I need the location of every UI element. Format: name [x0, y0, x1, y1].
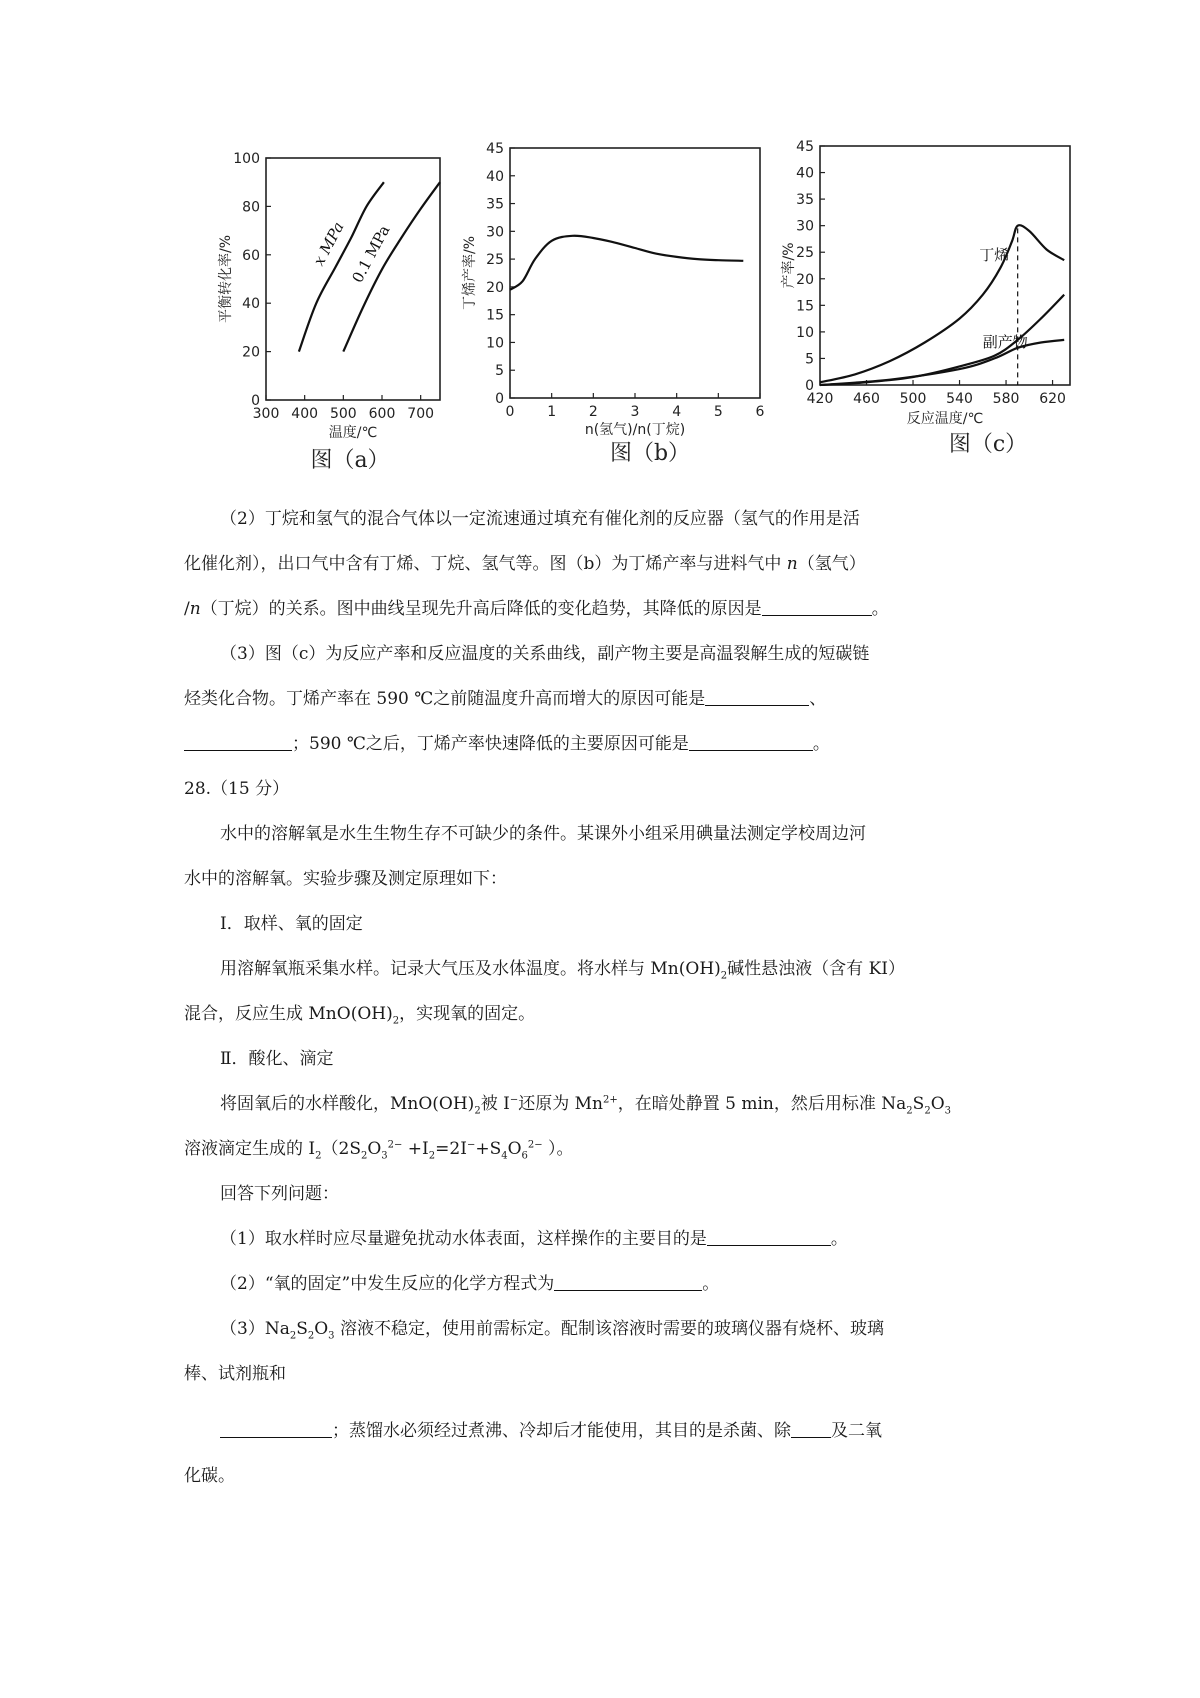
text-span: O [507, 1139, 522, 1159]
subscript: 3 [328, 1330, 335, 1342]
x-tick-label: 540 [946, 391, 973, 407]
figure-caption: 图（a） [310, 448, 390, 473]
x-axis-label: n(氢气)/n(丁烷) [584, 422, 686, 438]
y-tick-label: 30 [486, 224, 504, 241]
chart-b [461, 141, 765, 466]
superscript: 2− [527, 1139, 543, 1151]
y-tick-label: 80 [242, 199, 260, 216]
x-tick-label: 1 [547, 404, 557, 420]
text-span: 回答下列问题： [220, 1184, 339, 1204]
y-axis-label: 丁烯产率/% [462, 235, 478, 311]
x-axis-label: 温度/℃ [328, 425, 378, 441]
series-line [510, 236, 743, 290]
italic-n: n [786, 554, 798, 574]
text-span: 混合，反应生成 MnO(OH) [184, 1004, 393, 1024]
answer-blank[interactable] [705, 687, 809, 706]
y-tick-label: 0 [251, 393, 260, 409]
subscript: 2 [289, 1330, 297, 1342]
x-tick-label: 3 [630, 404, 640, 420]
answer-blank[interactable] [689, 732, 813, 751]
x-tick-label: 4 [672, 404, 682, 420]
para-3-line-3 [184, 722, 1032, 767]
y-tick-label: 60 [242, 247, 260, 264]
x-tick-label: 2 [588, 404, 598, 420]
subscript: 4 [501, 1150, 508, 1162]
x-tick-label: 400 [291, 406, 319, 422]
text-span: 及二氧 [831, 1421, 882, 1441]
y-tick-label: 20 [796, 271, 814, 288]
subscript: 2 [307, 1330, 315, 1342]
text-span: 溶液不稳定，使用前需标定。配制该溶液时需要的玻璃仪器有烧杯、玻璃 [334, 1319, 884, 1339]
y-tick-label: 100 [233, 151, 260, 167]
para-3-line-1 [184, 632, 1032, 677]
text-span: =2I [435, 1139, 467, 1159]
text-span: +S [475, 1139, 502, 1159]
text-span: 。 [812, 734, 830, 754]
text-span: 烃类化合物。丁烯产率在 590 ℃之前随温度升高而增大的原因可能是 [184, 689, 706, 709]
text-span: 被 I [480, 1094, 510, 1114]
y-tick-label: 5 [495, 363, 504, 380]
chart-a [218, 151, 440, 473]
text-span: / [184, 599, 190, 619]
y-tick-label: 25 [486, 252, 504, 269]
text-span: 化碳。 [184, 1466, 235, 1486]
subscript: 2 [906, 1105, 913, 1117]
subscript: 2 [428, 1150, 436, 1162]
y-tick-label: 40 [242, 296, 260, 313]
y-tick-label: 10 [486, 335, 504, 352]
answer-intro [184, 1172, 1032, 1217]
y-tick-label: 35 [486, 196, 504, 213]
step-2-heading [184, 1037, 1032, 1082]
text-span: 将固氧后的水样酸化，MnO(OH) [220, 1094, 475, 1114]
answer-3-line-2 [184, 1352, 1032, 1397]
y-tick-label: 40 [796, 165, 814, 182]
x-tick-label: 6 [755, 404, 765, 420]
x-tick-label: 600 [368, 406, 396, 422]
y-tick-label: 10 [796, 324, 814, 341]
answer-2 [184, 1262, 1032, 1307]
text-span: 、 [809, 689, 827, 709]
superscript: 2− [387, 1139, 403, 1151]
y-tick-label: 35 [796, 192, 814, 209]
text-span: 化催化剂），出口气中含有丁烯、丁烷、氢气等。图（b）为丁烯产率与进料气中 [184, 554, 782, 574]
subscript: 2 [474, 1105, 481, 1117]
y-tick-label: 15 [796, 298, 814, 315]
x-tick-label: 460 [853, 391, 880, 407]
answer-3-line-4 [184, 1454, 1032, 1499]
text-span: 。 [702, 1274, 720, 1294]
text-span: 28.（15 分） [184, 779, 290, 799]
x-tick-label: 620 [1039, 391, 1066, 407]
superscript: − [466, 1139, 476, 1151]
y-tick-label: 45 [486, 141, 504, 157]
subscript: 3 [381, 1150, 388, 1162]
text-span: 用溶解氧瓶采集水样。记录大气压及水体温度。将水样与 Mn(OH) [220, 959, 721, 979]
subscript: 2 [360, 1150, 368, 1162]
answer-blank[interactable] [184, 732, 292, 751]
subscript: 3 [944, 1105, 951, 1117]
subscript: 6 [521, 1150, 528, 1162]
y-tick-label: 20 [486, 279, 504, 296]
superscript: − [509, 1094, 519, 1106]
subscript: 2 [392, 1015, 400, 1027]
text-span: ；590 ℃之后，丁烯产率快速降低的主要原因可能是 [292, 734, 689, 754]
series-label: 0.1 MPa [348, 222, 394, 286]
q28-intro-2 [184, 857, 1032, 902]
y-tick-label: 40 [486, 168, 504, 185]
text-span: 碱性悬浊液（含有 KI） [727, 959, 905, 979]
subscript: 2 [924, 1105, 931, 1117]
text-span: 棒、试剂瓶和 [184, 1364, 286, 1384]
step-1-heading [184, 902, 1032, 947]
answer-1 [184, 1217, 1032, 1262]
y-axis-label: 产率/% [781, 242, 797, 289]
answer-blank[interactable] [762, 597, 872, 616]
text-span: S [912, 1094, 925, 1114]
italic-n: n [189, 599, 201, 619]
y-tick-label: 0 [805, 378, 814, 394]
answer-3-line-3 [184, 1409, 1032, 1454]
text-span: （2）丁烷和氢气的混合气体以一定流速通过填充有催化剂的反应器（氢气的作用是活 [220, 509, 860, 529]
text-span: ，实现氧的固定。 [399, 1004, 536, 1024]
series-label: x MPa [309, 218, 348, 269]
text-span: （2）“氧的固定”中发生反应的化学方程式为 [220, 1274, 555, 1294]
subscript: 2 [720, 970, 728, 982]
plot-frame [820, 146, 1070, 385]
x-tick-label: 580 [992, 391, 1020, 407]
answer-blank[interactable] [791, 1419, 831, 1438]
text-span: O [314, 1319, 329, 1339]
x-tick-label: 0 [505, 404, 515, 420]
annotation-label: 丁烯 [979, 246, 1010, 265]
y-tick-label: 30 [796, 218, 814, 235]
superscript: 2+ [602, 1094, 618, 1106]
step-2-line-2 [184, 1127, 1032, 1172]
x-tick-label: 420 [806, 391, 834, 407]
text-span: （2S [321, 1139, 361, 1159]
text-span: 溶液滴定生成的 I [184, 1139, 316, 1159]
text-span: （氢气） [797, 554, 866, 574]
figure-caption: 图（c） [948, 432, 1028, 457]
text-span: （丁烷）的关系。图中曲线呈现先升高后降低的变化趋势，其降低的原因是 [200, 599, 762, 619]
x-tick-label: 500 [329, 406, 357, 422]
y-tick-label: 45 [796, 139, 814, 155]
para-2-line-3 [184, 587, 1032, 632]
answer-blank[interactable] [554, 1272, 702, 1291]
para-2-line-2 [184, 542, 1032, 587]
x-axis-label: 反应温度/℃ [906, 411, 984, 427]
y-tick-label: 20 [242, 344, 260, 361]
step-1-line-1 [184, 947, 1032, 992]
answer-3-line-1 [184, 1307, 1032, 1352]
para-3-line-2 [184, 677, 1032, 722]
answer-blank[interactable] [220, 1419, 332, 1438]
y-tick-label: 5 [805, 351, 814, 368]
text-span: 。 [871, 599, 889, 619]
text-span: Ⅱ．酸化、滴定 [220, 1049, 334, 1069]
text-span: ，在暗处静置 5 min，然后用标准 Na [617, 1094, 907, 1114]
text-span: S [296, 1319, 308, 1339]
annotation-label: 副产物 [982, 332, 1028, 351]
x-tick-label: 5 [713, 404, 723, 420]
y-tick-label: 25 [796, 245, 814, 262]
text-span: ）。 [542, 1139, 574, 1159]
x-tick-label: 700 [407, 406, 435, 422]
text-span: 。 [830, 1229, 848, 1249]
figures-panel [0, 0, 1200, 500]
question-28-number [184, 767, 1032, 812]
figure-caption: 图（b） [609, 441, 691, 466]
text-span: O [367, 1139, 382, 1159]
question-text [184, 497, 1032, 1499]
text-span: 水中的溶解氧。实验步骤及测定原理如下： [184, 869, 507, 889]
text-span: +I [402, 1139, 429, 1159]
step-1-line-2 [184, 992, 1032, 1037]
text-span: （1）取水样时应尽量避免扰动水体表面，这样操作的主要目的是 [220, 1229, 707, 1249]
answer-blank[interactable] [707, 1227, 831, 1246]
x-tick-label: 300 [252, 406, 280, 422]
series-line [820, 225, 1064, 382]
step-2-line-1 [184, 1082, 1032, 1127]
text-span: 水中的溶解氧是水生生物生存不可缺少的条件。某课外小组采用碘量法测定学校周边河 [220, 824, 866, 844]
plot-frame [510, 148, 760, 398]
chart-c [780, 139, 1070, 457]
text-span: Ⅰ．取样、氧的固定 [220, 914, 363, 934]
para-2-line-1 [184, 497, 1032, 542]
subscript: 2 [315, 1150, 322, 1162]
text-span: （3）图（c）为反应产率和反应温度的关系曲线，副产物主要是高温裂解生成的短碳链 [220, 644, 870, 664]
y-tick-label: 15 [486, 307, 504, 324]
y-tick-label: 0 [495, 391, 504, 407]
text-span: 还原为 Mn [518, 1094, 603, 1114]
text-span: （3）Na [220, 1319, 290, 1339]
x-tick-label: 500 [899, 391, 927, 407]
q28-intro-1 [184, 812, 1032, 857]
text-span: ；蒸馏水必须经过煮沸、冷却后才能使用，其目的是杀菌、除 [332, 1421, 791, 1441]
text-span: O [930, 1094, 945, 1114]
y-axis-label: 平衡转化率/% [218, 234, 234, 324]
